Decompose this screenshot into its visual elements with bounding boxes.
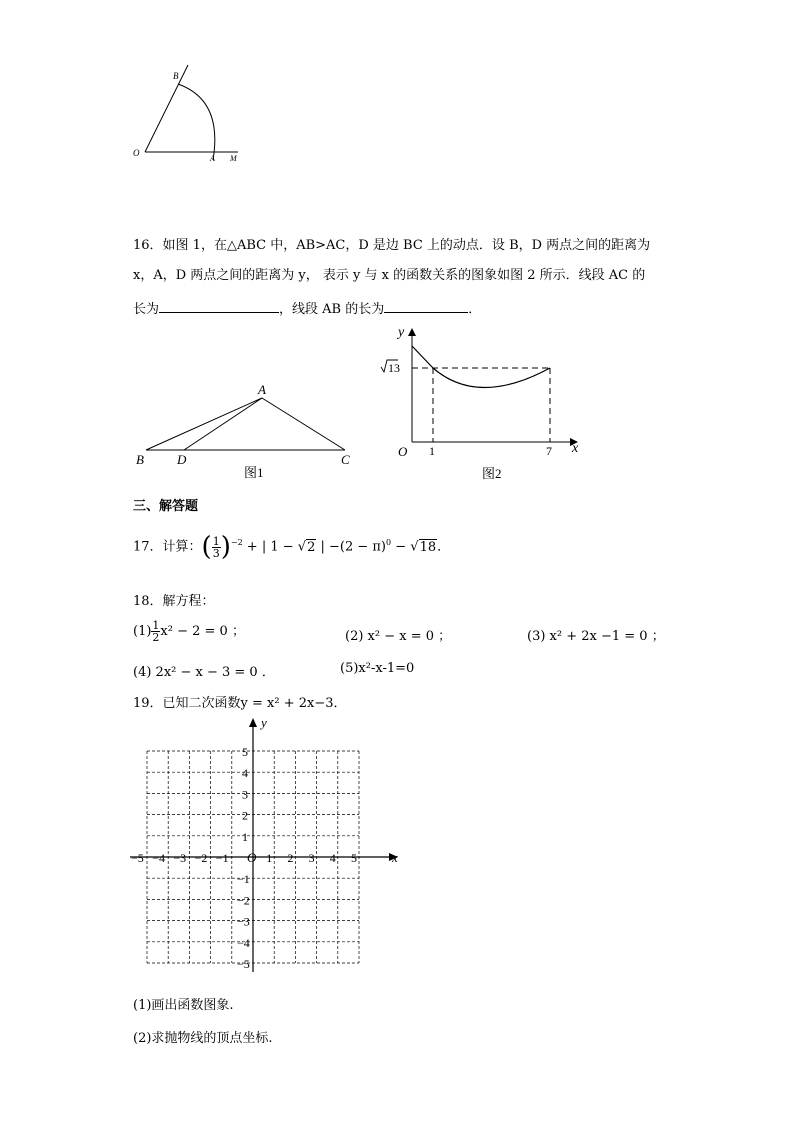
x-tick-label: 2 [287, 851, 294, 865]
q16-line2: x，A，D 两点之间的距离为 y， 表示 y 与 x 的函数关系的图象如图 2 所示．线段 AC 的 [133, 268, 646, 283]
y-tick-label: −4 [237, 935, 250, 950]
answer-blank-ac[interactable] [159, 298, 279, 313]
y-tick-label: −3 [237, 914, 250, 929]
label-D: D [177, 452, 187, 467]
figure1-caption: 图1 [244, 465, 264, 480]
function-graph-figure [378, 322, 588, 482]
x-tick-label: 5 [351, 851, 357, 865]
q19-sub2: (2)求抛物线的顶点坐标. [133, 1031, 273, 1046]
sqrt13-label: 13 [388, 361, 400, 375]
grid-y-label: y [261, 715, 267, 730]
x-tick-label: −1 [215, 851, 229, 865]
q17-exponent: −2 [230, 538, 243, 548]
q18-part3: (3) x² + 2x −1 = 0 ； [527, 629, 665, 644]
coordinate-grid [130, 712, 410, 977]
q17-exp0: 0 [386, 538, 392, 548]
y-tick-label: 3 [242, 787, 248, 802]
q16-text-a: 长为 [133, 302, 160, 317]
q18-part4: (4) 2x² − x − 3 = 0 ． [133, 665, 275, 680]
x-tick-label: −4 [152, 851, 165, 865]
y-tick-label: −1 [237, 872, 250, 887]
label-M: M [230, 154, 237, 163]
label-O: O [133, 148, 140, 158]
q18-part1: (1) $\frac{1}{2}$ x² − 2 = 0 ； [133, 619, 245, 644]
x-axis-label: x [572, 441, 579, 456]
label-B: B [136, 452, 144, 467]
triangle-figure [130, 380, 360, 480]
origin-label: O [398, 444, 408, 459]
x-tick-label: −5 [131, 851, 144, 865]
x-tick-label: 3 [308, 851, 315, 865]
grid-origin-label: O [247, 850, 257, 865]
q16-line3 [133, 298, 481, 317]
q17-end: ． [437, 539, 451, 555]
figure2-caption: 图2 [482, 466, 502, 481]
angle-construction-figure [128, 60, 258, 170]
q19-title: 19．已知二次函数y = x² + 2x−3． [133, 696, 347, 711]
q17-sqrt18: 18 [419, 539, 437, 555]
q17-expression: 17．计算：( $\frac{1}{3}$ )$^{-2}$ + | 1 − √2 | $-(2 - \pi)^0 - √18$． [133, 532, 451, 562]
q19-sub1: (1)画出函数图象. [133, 998, 234, 1013]
answer-blank-ab[interactable] [384, 298, 468, 313]
q17-part3: | −(2 − π) [316, 539, 386, 555]
y-tick-label: 2 [242, 808, 248, 823]
y-tick-label: −5 [237, 957, 250, 971]
y-axis-label: y [398, 325, 405, 340]
label-A: A [258, 382, 266, 397]
x-tick-label: 4 [329, 851, 336, 865]
x-tick-label: −3 [173, 851, 187, 865]
label-B: B [173, 71, 179, 81]
q18-part2: (2) x² − x = 0 ； [345, 629, 452, 644]
y-tick-label: −2 [237, 893, 250, 908]
q16-text-b: ，线段 AB 的长为 [279, 302, 385, 317]
q16-text-c: ． [468, 302, 482, 317]
q17-sqrt2: 2 [307, 539, 316, 555]
q17-part4: − [391, 539, 411, 555]
x-tick-label: −2 [194, 851, 208, 865]
tick-1: 1 [429, 444, 435, 458]
tick-7: 7 [546, 444, 552, 458]
y-tick-label: 1 [242, 829, 248, 844]
label-A: A [210, 154, 215, 163]
q17-fraction: $\frac{1}{3}$ [212, 534, 220, 560]
y-tick-label: 4 [242, 766, 248, 781]
x-tick-label: 1 [266, 851, 273, 865]
q17-prefix: 17．计算： [133, 539, 202, 555]
grid-x-label: x [392, 850, 398, 865]
section-title: 三、解答题 [133, 499, 199, 514]
q18-part5: (5)x²-x-1=0 [340, 661, 415, 676]
q16-line1: 16．如图 1，在△ABC 中，AB>AC，D 是边 BC 上的动点．设 B，D 两点之间的距离为 [133, 238, 651, 253]
q18-title: 18．解方程： [133, 594, 215, 609]
label-C: C [341, 452, 350, 467]
q17-part2: + | 1 − [246, 539, 298, 555]
y-tick-label: 5 [242, 745, 248, 759]
